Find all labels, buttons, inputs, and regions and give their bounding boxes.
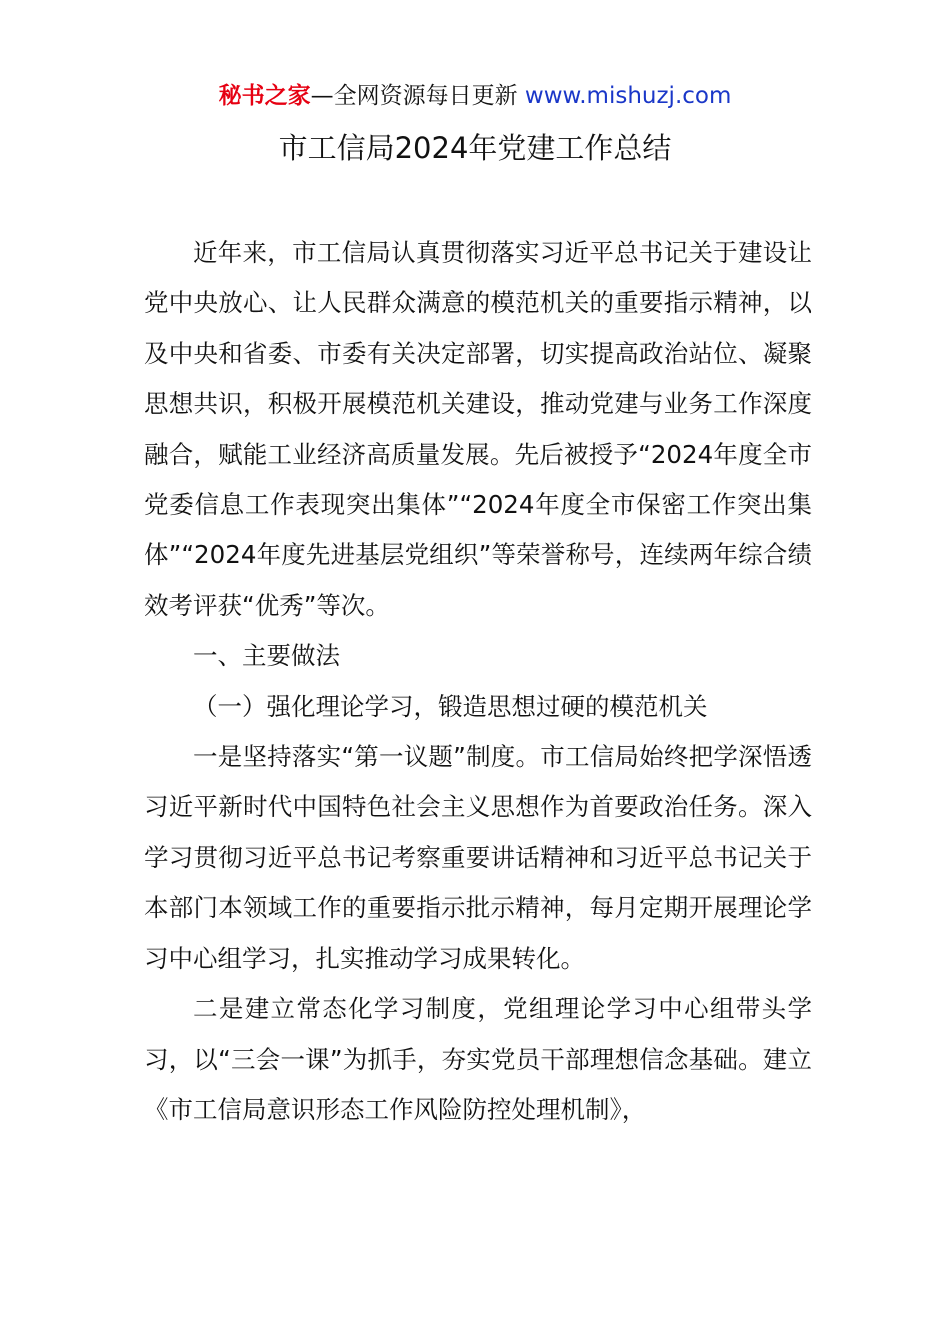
section-heading: 一、主要做法 bbox=[193, 641, 340, 671]
document-body bbox=[144, 228, 812, 1135]
subsection-heading: （一）强化理论学习，锻造思想过硬的模范机关 bbox=[193, 691, 708, 721]
document-title: 市工信局2024年党建工作总结 bbox=[278, 131, 672, 165]
intro-paragraph: 近年来，市工信局认真贯彻落实习近平总书记关于建设让党中央放心、让人民群众满意的模范机关的重要指示精神，以及中央和省委、市委有关决定部署，切实提高政治站位、凝聚思想共识，积极开展模范机关建设，推动党建与业务工作深度融合，赋能工业经济高质量发展。先后被授予“2024年度全市党委信息工作表现突出集体”“2024年度全市保密工作突出集体”“2024年度先进基层党组织”等荣誉称号，连续两年综合绩效考评获“优秀”等次。 bbox=[144, 238, 812, 620]
body-paragraph: 二是建立常态化学习制度，党组理论学习中心组带头学习，以“三会一课”为抓手，夯实党员干部理想信念基础。建立《市工信局意识形态工作风险防控处理机制》， bbox=[144, 994, 812, 1124]
brand-name: 秘书之家 bbox=[218, 83, 311, 109]
body-paragraph: 一是坚持落实“第一议题”制度。市工信局始终把学深悟透习近平新时代中国特色社会主义思想作为首要政治任务。深入学习贯彻习近平总书记考察重要讲话精神和习近平总书记关于本部门本领域工作的重要指示批示精神，每月定期开展理论学习中心组学习，扎实推动学习成果转化。 bbox=[144, 742, 812, 973]
site-url-link[interactable]: www.mishuzj.com bbox=[524, 83, 732, 109]
banner-slogan: —全网资源每日更新 bbox=[310, 83, 518, 109]
site-banner bbox=[0, 80, 950, 112]
